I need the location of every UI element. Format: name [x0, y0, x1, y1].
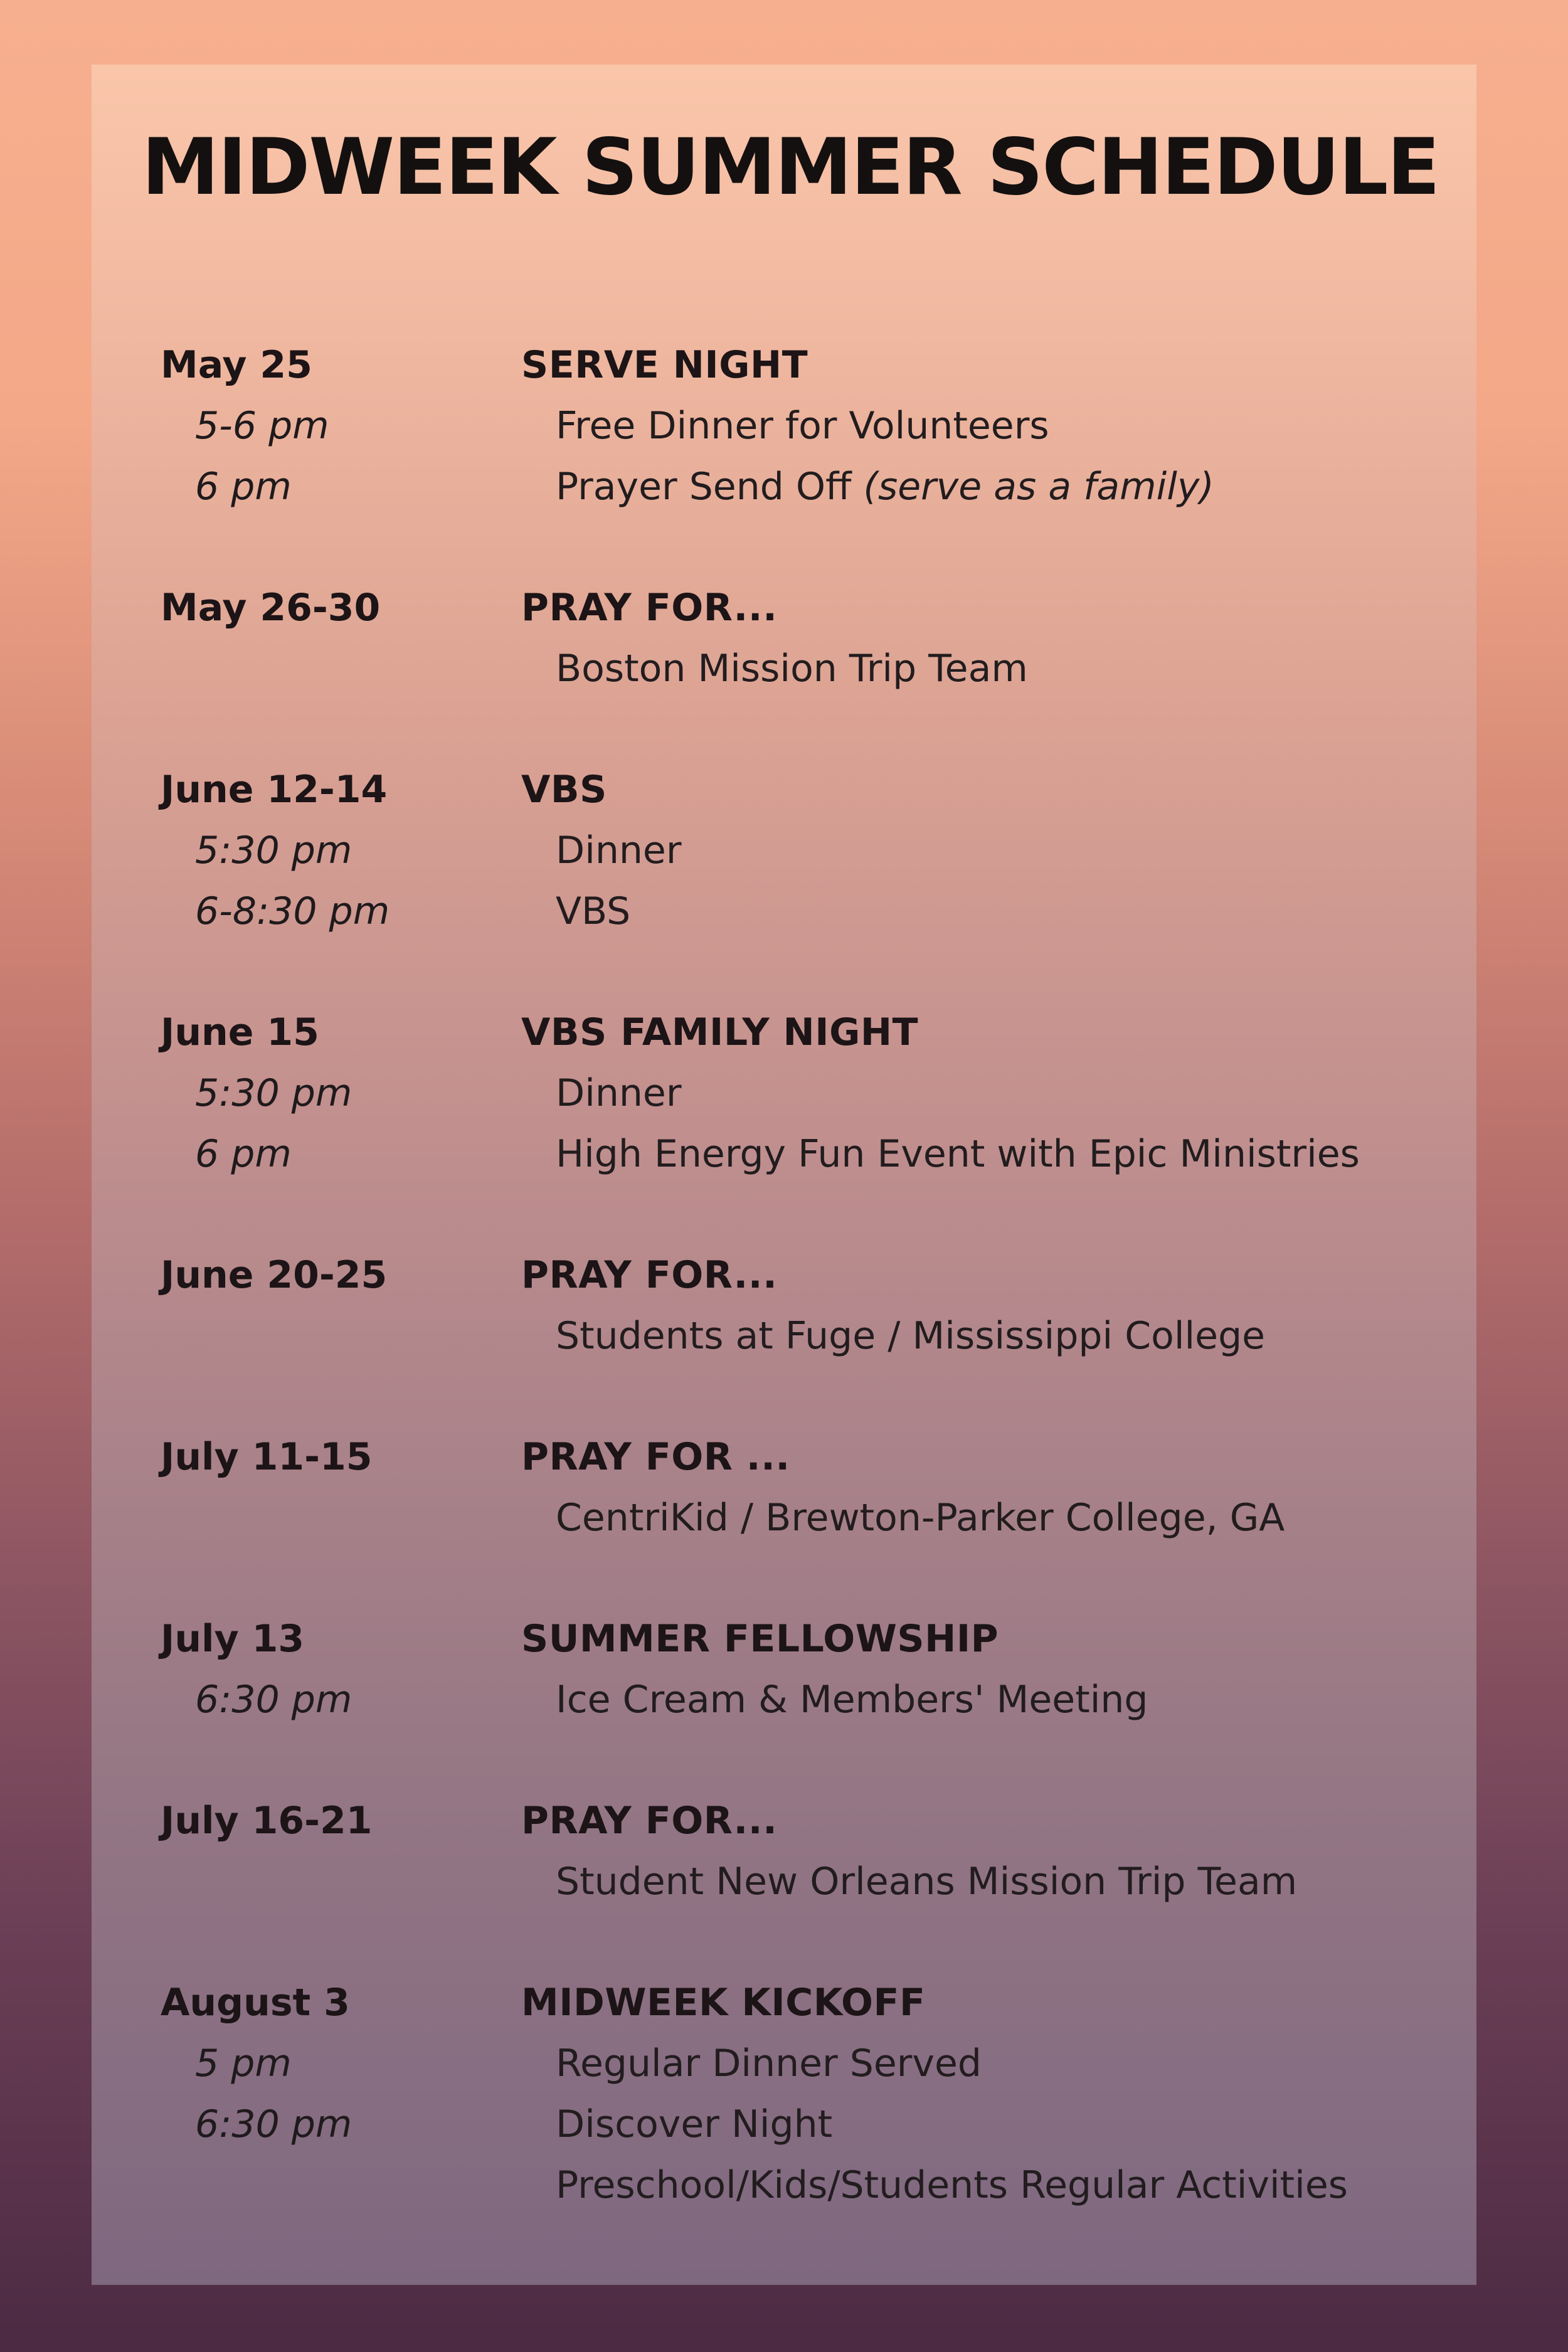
schedule-panel [92, 65, 1476, 2285]
event-date: July 16-21 [161, 1799, 373, 1843]
event-time: 6-8:30 pm [195, 889, 390, 933]
event-header-row [161, 1010, 1453, 1071]
event-detail-text: Student New Orleans Mission Trip Team [556, 1860, 1298, 1904]
event-detail-text: Ice Cream & Members' Meeting [556, 1678, 1148, 1722]
event-detail-text: Free Dinner for Volunteers [556, 404, 1049, 448]
event-heading: VBS FAMILY NIGHT [521, 1010, 918, 1054]
event-time: 5-6 pm [195, 404, 329, 448]
event-detail-row [161, 2163, 1453, 2224]
event-detail-text: Regular Dinner Served [556, 2042, 982, 2085]
event-time: 5:30 pm [195, 1071, 352, 1115]
event-detail-row [161, 2102, 1453, 2163]
event-detail-note: (serve as a family) [863, 465, 1214, 509]
event-detail-row [161, 1314, 1453, 1375]
event-heading: SERVE NIGHT [521, 343, 808, 387]
event-detail-text: Discover Night [556, 2102, 833, 2146]
event-detail [556, 647, 1453, 691]
event-detail [556, 2163, 1453, 2207]
event-heading: PRAY FOR ... [521, 1435, 790, 1479]
event-detail [556, 1496, 1453, 1540]
event-date: July 11-15 [161, 1435, 373, 1479]
event-heading: VBS [521, 768, 607, 812]
schedule-event [161, 1981, 1453, 2224]
event-time: 6:30 pm [195, 1678, 352, 1722]
event-detail-text: Students at Fuge / Mississippi College [556, 1314, 1266, 1358]
event-detail-text: Preschool/Kids/Students Regular Activities [556, 2163, 1348, 2207]
event-detail-row [161, 465, 1453, 526]
event-detail-row [161, 647, 1453, 707]
event-detail [556, 1860, 1453, 1904]
page-title: MIDWEEK SUMMER SCHEDULE [141, 122, 1439, 213]
event-time: 6:30 pm [195, 2102, 352, 2146]
schedule-event [161, 1253, 1453, 1375]
event-header-row [161, 343, 1453, 404]
event-detail-text: Prayer Send Off [556, 465, 864, 509]
event-date: June 20-25 [161, 1253, 388, 1297]
event-detail [556, 2042, 1453, 2085]
event-detail-text: CentriKid / Brewton-Parker College, GA [556, 1496, 1285, 1540]
event-detail [556, 404, 1453, 448]
event-heading: PRAY FOR... [521, 1799, 778, 1843]
event-detail-row [161, 1132, 1453, 1193]
event-detail [556, 1071, 1453, 1115]
event-detail-text: High Energy Fun Event with Epic Ministries [556, 1132, 1360, 1176]
event-detail [556, 889, 1453, 933]
event-header-row [161, 586, 1453, 647]
event-header-row [161, 1617, 1453, 1678]
schedule-event [161, 1435, 1453, 1557]
event-detail-row [161, 829, 1453, 889]
event-detail-row [161, 404, 1453, 465]
event-detail [556, 2102, 1453, 2146]
event-time: 5 pm [195, 2042, 292, 2085]
event-detail-text: VBS [556, 889, 631, 933]
event-date: May 26-30 [161, 586, 381, 630]
event-header-row [161, 1799, 1453, 1860]
event-detail [556, 465, 1453, 509]
event-detail [556, 1314, 1453, 1358]
event-time: 6 pm [195, 1132, 292, 1176]
event-detail [556, 829, 1453, 872]
event-time: 5:30 pm [195, 829, 352, 872]
schedule-event [161, 586, 1453, 707]
event-heading: MIDWEEK KICKOFF [521, 1981, 926, 2025]
event-detail [556, 1132, 1453, 1176]
schedule-event [161, 1799, 1453, 1920]
event-time: 6 pm [195, 465, 292, 509]
event-list [161, 343, 1453, 2284]
event-detail-text: Boston Mission Trip Team [556, 647, 1028, 691]
event-header-row [161, 1435, 1453, 1496]
event-detail-text: Dinner [556, 1071, 682, 1115]
event-detail-text: Dinner [556, 829, 682, 872]
event-detail-row [161, 1678, 1453, 1739]
event-detail [556, 1678, 1453, 1722]
event-header-row [161, 1253, 1453, 1314]
event-date: May 25 [161, 343, 312, 387]
event-detail-row [161, 1860, 1453, 1920]
event-header-row [161, 768, 1453, 829]
event-heading: SUMMER FELLOWSHIP [521, 1617, 999, 1661]
event-date: August 3 [161, 1981, 350, 2025]
event-detail-row [161, 1071, 1453, 1132]
event-detail-row [161, 2042, 1453, 2102]
event-detail-row [161, 889, 1453, 950]
schedule-event [161, 1010, 1453, 1193]
event-detail-row [161, 1496, 1453, 1557]
event-heading: PRAY FOR... [521, 1253, 778, 1297]
event-header-row [161, 1981, 1453, 2042]
event-date: June 12-14 [161, 768, 388, 812]
event-date: July 13 [161, 1617, 305, 1661]
schedule-event [161, 1617, 1453, 1739]
schedule-event [161, 343, 1453, 526]
event-date: June 15 [161, 1010, 319, 1054]
event-heading: PRAY FOR... [521, 586, 778, 630]
schedule-event [161, 768, 1453, 950]
